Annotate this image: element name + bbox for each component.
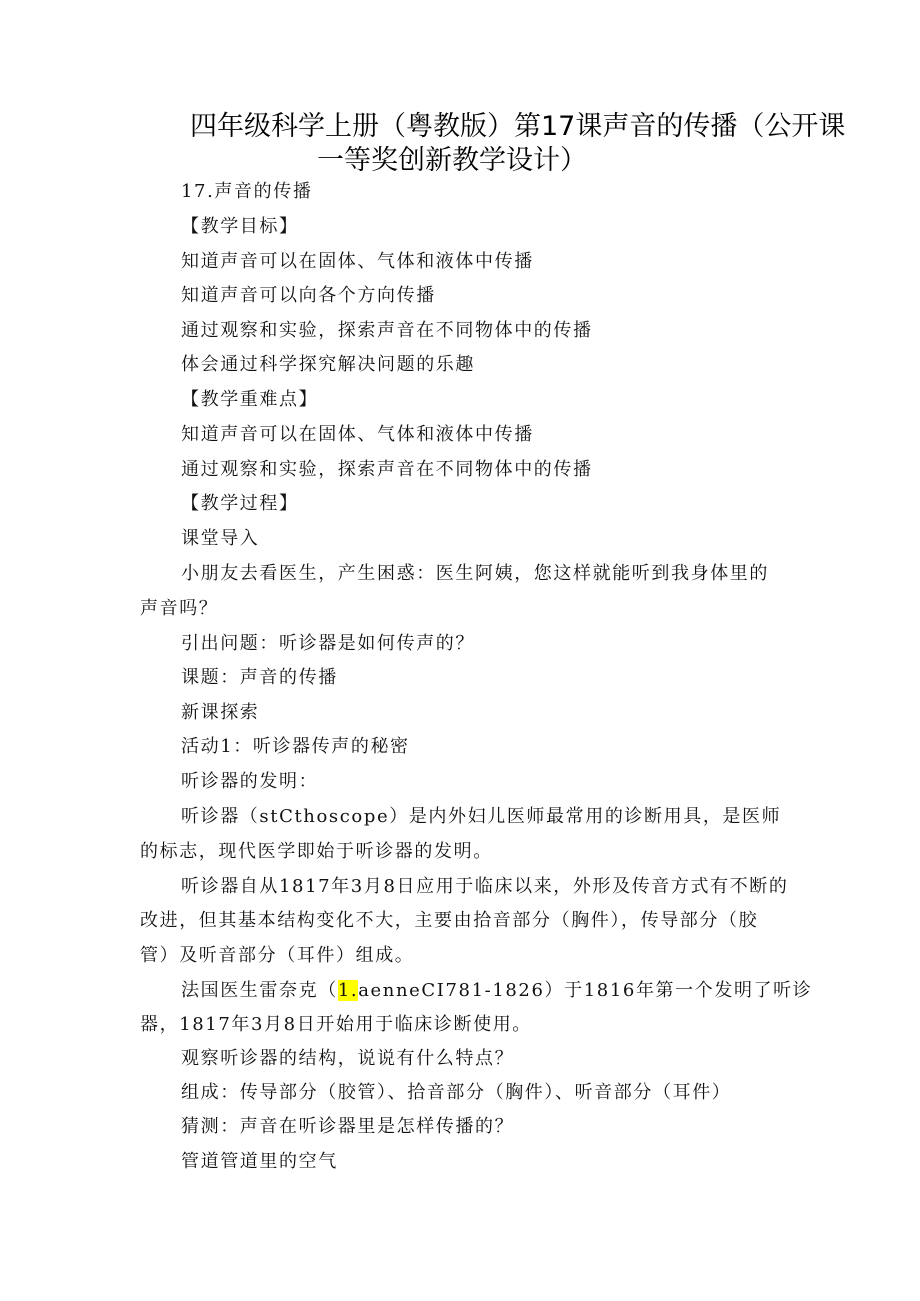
text-segment: aenneCI781-1826）于1816年第一个发明了听诊	[358, 980, 813, 1001]
lesson-heading: 17.声音的传播	[181, 181, 313, 202]
paragraph-line	[181, 978, 812, 1004]
paragraph-line: 猜测：声音在听诊器里是怎样传播的？	[181, 1116, 515, 1137]
paragraph-line: 管道管道里的空气	[181, 1151, 338, 1172]
paragraph-line: 课堂导入	[181, 528, 260, 549]
highlighted-text: 1.	[337, 980, 359, 1001]
section-heading-key-points: 【教学重难点】	[181, 389, 319, 410]
paragraph-line: 声音吗？	[140, 598, 219, 619]
paragraph-line: 听诊器自从1817年3月8日应用于临床以来，外形及传音方式有不断的	[181, 876, 789, 897]
paragraph-line: 器，1817年3月8日开始用于临床诊断使用。	[140, 1014, 532, 1035]
section-heading-objectives: 【教学目标】	[181, 216, 299, 237]
paragraph-line: 管）及听音部分（耳件）组成。	[140, 945, 415, 966]
paragraph-line: 听诊器（stCthoscope）是内外妇儿医师最常用的诊断用具，是医师	[181, 806, 782, 827]
paragraph-line: 通过观察和实验，探索声音在不同物体中的传播	[181, 459, 593, 480]
paragraph-line: 新课探索	[181, 702, 260, 723]
paragraph-line: 引出问题：听诊器是如何传声的？	[181, 633, 475, 654]
document-title-line-1: 四年级科学上册（粤教版）第17课声音的传播（公开课	[190, 111, 846, 142]
paragraph-line: 小朋友去看医生，产生困惑：医生阿姨，您这样就能听到我身体里的	[181, 563, 769, 584]
paragraph-line: 的标志，现代医学即始于听诊器的发明。	[140, 841, 493, 862]
paragraph-line: 知道声音可以在固体、气体和液体中传播	[181, 251, 534, 272]
paragraph-line: 观察听诊器的结构，说说有什么特点？	[181, 1048, 515, 1069]
paragraph-line: 听诊器的发明：	[181, 771, 319, 792]
paragraph-line: 改进，但其基本结构变化不大，主要由拾音部分（胸件），传导部分（胶	[140, 910, 759, 931]
paragraph-line: 组成：传导部分（胶管）、拾音部分（胸件）、听音部分（耳件）	[181, 1082, 732, 1103]
paragraph-line: 通过观察和实验，探索声音在不同物体中的传播	[181, 320, 593, 341]
text-segment: 法国医生雷奈克（	[181, 980, 338, 1001]
document-title-line-2: 一等奖创新教学设计）	[317, 145, 587, 176]
paragraph-line: 体会通过科学探究解决问题的乐趣	[181, 354, 475, 375]
paragraph-line: 知道声音可以在固体、气体和液体中传播	[181, 424, 534, 445]
paragraph-line: 活动1：听诊器传声的秘密	[181, 736, 410, 757]
paragraph-line: 课题：声音的传播	[181, 667, 338, 688]
paragraph-line: 知道声音可以向各个方向传播	[181, 285, 436, 306]
section-heading-process: 【教学过程】	[181, 493, 299, 514]
